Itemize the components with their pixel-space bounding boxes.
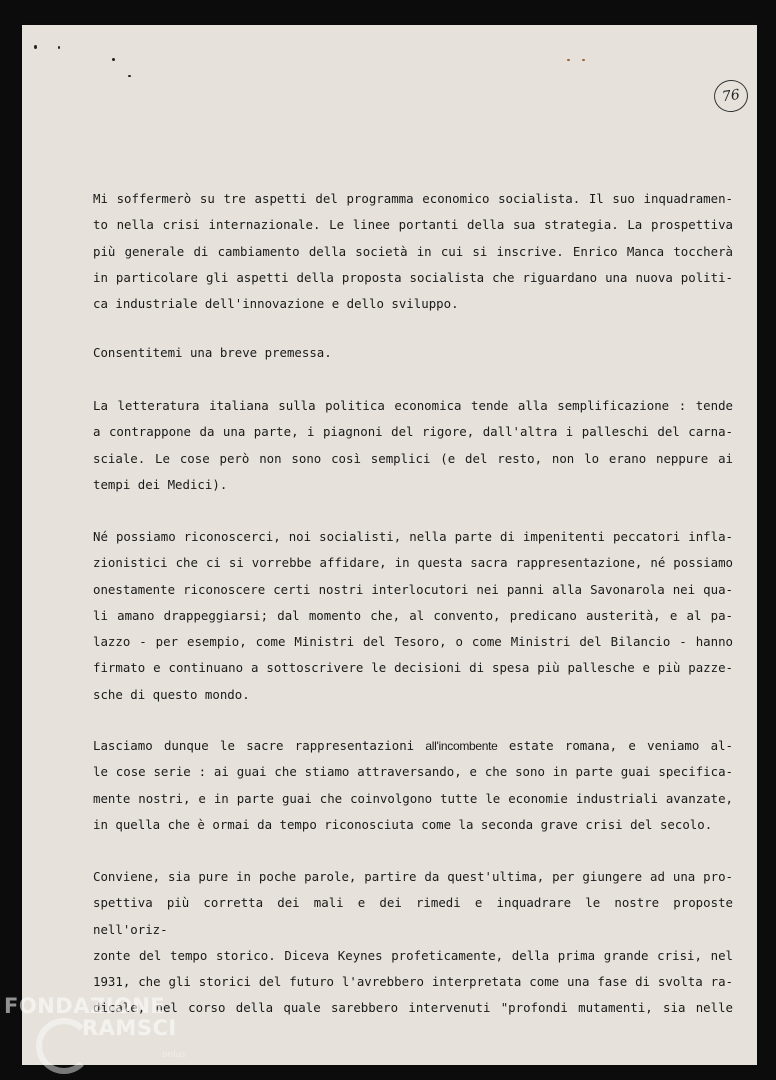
paper-speck	[58, 46, 60, 49]
page-number: 76	[712, 78, 750, 114]
watermark-subtext: onlus	[162, 1050, 187, 1060]
text-line: a contrappone da una parte, i piagnoni del rigore, dall'altra i palleschi del carna-	[93, 424, 733, 440]
text-fragment: estate romana, e veniamo al-	[508, 738, 733, 753]
text-line: mente nostri, e in parte guai che coinvolgono tutte le economie industriali avanzate,	[93, 790, 733, 806]
paragraph-4	[93, 524, 733, 708]
text-fragment: Lasciamo dunque le sacre rappresentazioni	[93, 738, 415, 753]
text-line-with-handwriting	[93, 733, 733, 759]
text-line: 1931, che gli storici del futuro l'avrebbero interpretata come una fase di svolta ra-	[93, 974, 733, 990]
watermark-text: RAMSCI	[82, 1016, 177, 1040]
paragraph-2	[93, 340, 733, 366]
paper-speck	[128, 75, 131, 77]
paragraph-3	[93, 393, 733, 498]
text-line: in quella che è ormai da tempo riconosciuta come la seconda grave crisi del secolo.	[93, 816, 713, 832]
document-page	[22, 25, 757, 1065]
text-line: Consentitemi una breve premessa.	[93, 345, 332, 360]
watermark-text: FONDAZIONE	[4, 994, 166, 1018]
paper-speck	[112, 58, 115, 61]
text-line: zonte del tempo storico. Diceva Keynes profeticamente, della prima grande crisi, nel	[93, 947, 733, 963]
text-line: zionistici che ci si vorrebbe affidare, in questa sacra rappresentazione, né possiamo	[93, 555, 733, 571]
paragraph-5	[93, 733, 733, 838]
text-line: Conviene, sia pure in poche parole, partire da quest'ultima, per giungere ad una pro-	[93, 869, 733, 884]
paper-speck	[567, 59, 570, 61]
text-line: La letteratura italiana sulla politica economica tende alla semplificazione : tende	[93, 398, 733, 413]
text-line: dicale, nel corso della quale sarebbero intervenuti "profondi mutamenti, sia nelle	[93, 1000, 733, 1016]
paper-speck	[34, 45, 37, 49]
text-line: li amano drappeggiarsi; dal momento che, al convento, predicano austerità, e al pa-	[93, 607, 733, 623]
text-line: firmato e continuano a sottoscrivere le decisioni di spesa più pallesche e più pazze-	[93, 660, 733, 676]
text-line: lazzo - per esempio, come Ministri del Tesoro, o come Ministri del Bilancio - hanno	[93, 634, 733, 650]
text-line: sche di questo mondo.	[93, 686, 250, 702]
text-line: ca industriale dell'innovazione e dello sviluppo.	[93, 296, 459, 312]
text-line: più generale di cambiamento della società in cui si inscrive. Enrico Manca toccherà	[93, 243, 733, 259]
paper-speck	[582, 59, 585, 61]
text-line: tempi dei Medici).	[93, 476, 228, 492]
text-line: sciale. Le cose però non sono così semplici (e del resto, non lo erano neppure ai	[93, 450, 733, 466]
watermark-logo	[4, 994, 194, 1074]
text-line: Né possiamo riconoscerci, noi socialisti, nella parte di impenitenti peccatori infla-	[93, 529, 733, 544]
text-line: le cose serie : ai guai che stiamo attraversando, e che sono in parte guai specifica-	[93, 764, 733, 780]
text-line: onestamente riconoscere certi nostri interlocutori nei panni alla Savonarola nei qua-	[93, 581, 733, 597]
inserted-word: all'incombente	[425, 739, 498, 753]
text-line: spettiva più corretta dei mali e dei rimedi e inquadrare le nostre proposte nell'oriz-	[93, 895, 733, 937]
text-line: Mi soffermerò su tre aspetti del programma economico socialista. Il suo inquadramen-	[93, 191, 733, 206]
text-line: to nella crisi internazionale. Le linee portanti della sua strategia. La prospettiva	[93, 217, 733, 233]
paragraph-1	[93, 186, 733, 317]
text-line: in particolare gli aspetti della proposta socialista che riguardano una nuova politi-	[93, 269, 733, 285]
